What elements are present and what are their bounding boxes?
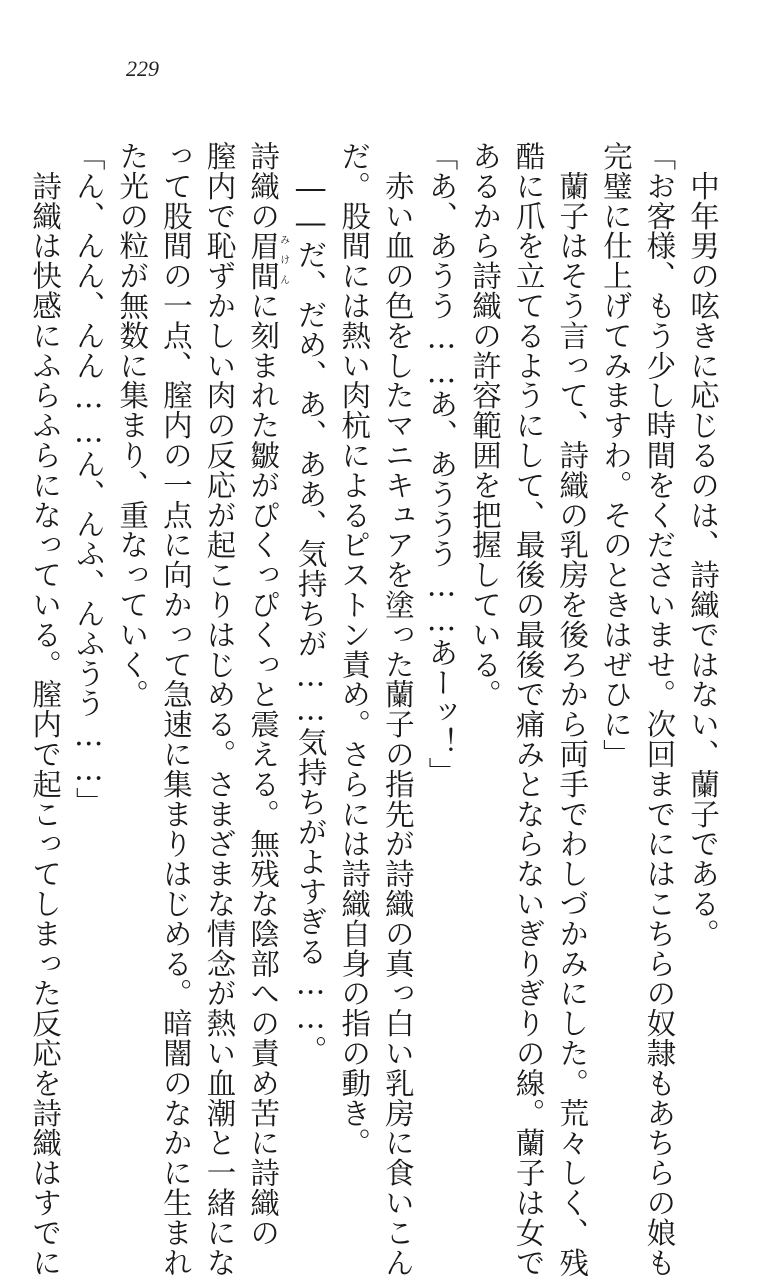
vertical-text-body bbox=[28, 141, 724, 1277]
text-line: 「ん、んん、んん……ん、んふ、んふうう……」 bbox=[71, 141, 106, 817]
text-line: 完璧に仕上げてみますわ。そのときはぜひに」 bbox=[598, 141, 633, 769]
text-line: 「あ、あうう……あ、あううう……あーッ！」 bbox=[424, 141, 459, 787]
text-line: 蘭子はそう言って、詩織の乳房を後ろから両手でわしづかみにした。荒々しく、残 bbox=[555, 141, 590, 1277]
text-line-with-ruby bbox=[240, 141, 289, 1248]
text-line: た光の粒が無数に集まり、重なっていく。 bbox=[115, 141, 150, 710]
text-line: 中年男の呟きに応じるのは、詩織ではない、蘭子である。 bbox=[686, 141, 720, 949]
page-number: 229 bbox=[126, 56, 159, 81]
ruby-base: 眉間 bbox=[246, 230, 281, 291]
text-line: 酷に爪を立てるようにして、最後の最後で痛みとならないぎりぎりの線。蘭子は女で bbox=[511, 141, 546, 1277]
text-line: 膣内で恥ずかしい肉の反応が起こりはじめる。さまざまな情念が熱い血潮と一緒にな bbox=[202, 141, 237, 1277]
text-line: あるから詩織の許容範囲を把握している。 bbox=[468, 141, 503, 710]
text-line: 赤い血の色をしたマニキュアを塗った蘭子の指先が詩織の真っ白い乳房に食いこん bbox=[380, 141, 415, 1277]
line-prefix: 詩織の bbox=[246, 141, 281, 231]
text-line: ――だ、だめ、あ、ああ、気持ちが……気持ちがよすぎる……。 bbox=[293, 141, 328, 1065]
line-suffix: に刻まれた皺がぴくっぴくっと震える。無残な陰部への責め苦に詩織の bbox=[246, 290, 281, 1248]
text-line: 詩織は快感にふらふらになっている。膣内で起こってしまった反応を詩織はすでに bbox=[28, 141, 63, 1277]
text-line: だ。股間には熱い肉杭によるピストン責め。さらには詩織自身の指の動き。 bbox=[337, 141, 372, 1158]
text-line: 「お客様、もう少し時間をくださいませ。次回までにはこちらの奴隷もあちらの娘も bbox=[642, 141, 677, 1277]
text-line: って股間の一点、膣内の一点に向かって急速に集まりはじめる。暗闇のなかに生まれ bbox=[158, 141, 193, 1277]
ruby-reading: みけん bbox=[277, 230, 289, 291]
ruby-annotation bbox=[246, 230, 289, 291]
